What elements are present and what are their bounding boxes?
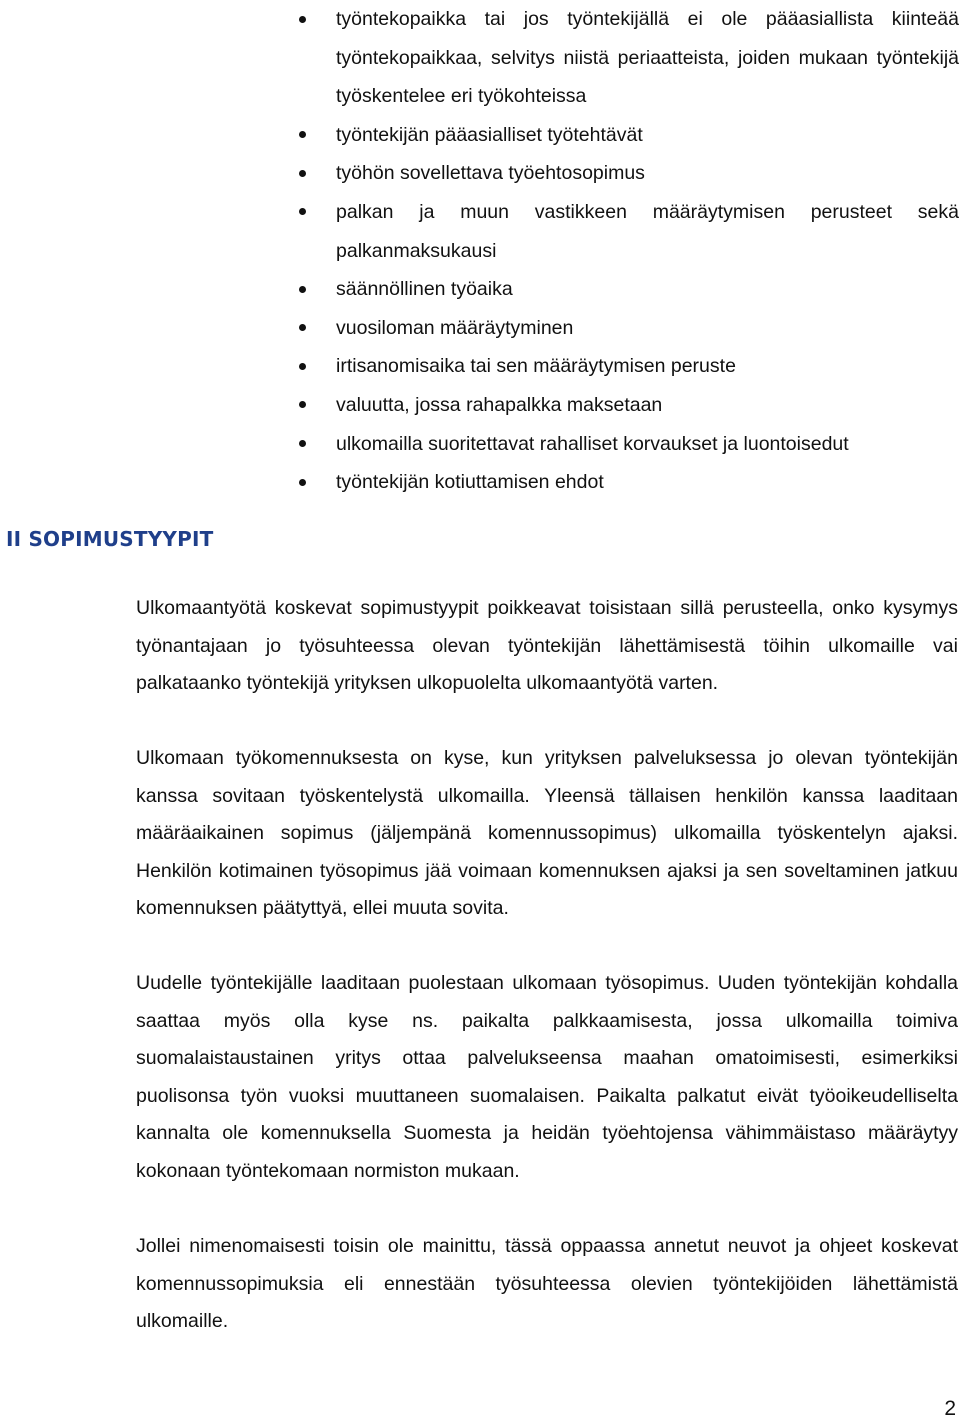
list-item [295,386,959,425]
page-number: 2 [944,1397,956,1420]
list-item [295,463,959,502]
list-item [295,425,959,464]
paragraph-assignment: Ulkomaan työkomennuksesta on kyse, kun yrityksen palveluksessa jo olevan työntekijän kanssa sovitaan työskentelystä ulkomailla. Yleensä tällaisen henkilön kanssa laaditaan määräaikainen sopimus (jäljempänä komennussopimus) ulkomailla työskentelyn ajaksi. Henkilön kotimainen työsopimus jää voimaan komennuksen ajaksi ja sen soveltaminen jatkuu komennuksen päätyttyä, ellei muuta sovita. [136,747,958,920]
bullet-icon [299,363,306,370]
bullet-text: työntekijän kotiuttamisen ehdot [336,471,604,494]
bullet-icon [299,324,306,331]
bullet-text: työntekijän pääasialliset työtehtävät [336,123,643,146]
list-item [295,116,959,155]
bullet-list [295,0,959,502]
bullet-icon [299,131,306,138]
bullet-text: vuosiloman määräytyminen [336,316,574,339]
bullet-text: palkan ja muun vastikkeen määräytymisen perusteet sekä palkanmaksukausi [336,200,959,262]
bullet-icon [299,440,306,447]
bullet-text: työhön sovellettava työehtosopimus [336,162,645,185]
list-item [295,270,959,309]
bullet-text: ulkomailla suoritettavat rahalliset korvaukset ja luontoisedut [336,432,849,455]
list-item [295,193,959,270]
list-item [295,0,959,116]
paragraph-new-employee: Uudelle työntekijälle laaditaan puolestaan ulkomaan työsopimus. Uuden työntekijän kohdalla saattaa myös olla kyse ns. paikalta palkkaamisesta, jossa ulkomailla toimiva suomalaistaustainen yritys ottaa palvelukseensa maahan omatoimisesti, esimerkiksi puolisonsa työn vuoksi muuttaneen suomalaisen. Paikalta palkatut eivät työoikeudelliselta kannalta ole komennuksella Suomesta ja heidän työehtojensa vähimmäistaso määräytyy kokonaan työntekomaan normiston mukaan. [136,972,958,1182]
bullet-text: säännöllinen työaika [336,278,513,301]
section-heading: II SOPIMUSTYYPIT [6,527,214,551]
bullet-icon [299,16,306,23]
paragraph-contract-types: Ulkomaantyötä koskevat sopimustyypit poikkeavat toisistaan sillä perusteella, onko kysymys työnantajaan jo työsuhteessa olevan työntekijän lähettämisestä töihin ulkomaille vai palkataanko työntekijä yrityksen ulkopuolelta ulkomaantyötä varten. [136,597,958,695]
list-item [295,154,959,193]
list-item [295,309,959,348]
bullet-icon [299,479,306,486]
bullet-icon [299,401,306,408]
list-item [295,347,959,386]
bullet-text: työntekopaikka tai jos työntekijällä ei ole pääasiallista kiinteää työntekopaikkaa, selvitys niistä periaatteista, joiden mukaan työntekijä työskentelee eri työkohteissa [336,8,959,108]
bullet-icon [299,286,306,293]
bullet-icon [299,170,306,177]
bullet-text: valuutta, jossa rahapalkka maksetaan [336,393,663,416]
bullet-text: irtisanomisaika tai sen määräytymisen peruste [336,355,736,378]
bullet-icon [299,208,306,215]
paragraph-guide-scope: Jollei nimenomaisesti toisin ole mainittu, tässä oppaassa annetut neuvot ja ohjeet koskevat komennussopimuksia eli ennestään työsuhteessa olevien työntekijöiden lähettämistä ulkomaille. [136,1235,958,1333]
